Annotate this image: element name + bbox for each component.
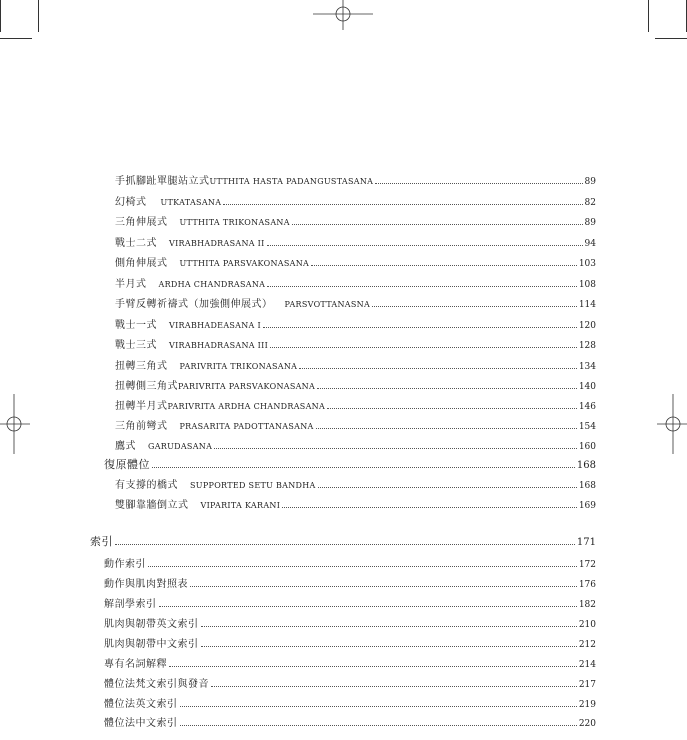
toc-entry[interactable] bbox=[115, 397, 596, 412]
toc-entry[interactable] bbox=[115, 234, 596, 249]
leader-dots bbox=[152, 467, 575, 468]
crop-mark-top-right-h bbox=[655, 38, 687, 39]
entry-page: 154 bbox=[578, 422, 596, 432]
entry-title-cn: 專有名詞解釋 bbox=[104, 659, 167, 670]
leader-dots bbox=[317, 388, 577, 389]
toc-entry[interactable] bbox=[104, 714, 596, 729]
entry-page: 160 bbox=[578, 442, 596, 452]
entry-title-cn: 體位法英文索引 bbox=[104, 699, 178, 710]
entry-title-cn: 三角伸展式 bbox=[115, 217, 168, 228]
toc-entry[interactable] bbox=[115, 193, 596, 208]
toc-entry[interactable] bbox=[104, 575, 596, 590]
entry-title-cn: 戰士二式 bbox=[115, 238, 157, 249]
leader-dots bbox=[316, 428, 577, 429]
entry-title-en: PARIVRITA ARDHA CHANDRASANA bbox=[167, 402, 326, 411]
crop-mark-top-left-h bbox=[0, 38, 32, 39]
toc-entry[interactable] bbox=[115, 254, 596, 269]
chapter-title: 索引 bbox=[90, 535, 113, 548]
toc-entry[interactable] bbox=[115, 295, 596, 310]
leader-dots bbox=[159, 606, 577, 607]
entry-title-cn: 肌肉與韌帶中文索引 bbox=[104, 639, 199, 650]
leader-dots bbox=[115, 544, 575, 545]
leader-dots bbox=[267, 286, 577, 287]
entry-title-cn: 手臂反轉祈禱式（加強側伸展式） bbox=[115, 299, 273, 310]
entry-page: 108 bbox=[578, 280, 596, 290]
entry-title-en: SUPPORTED SETU BANDHA bbox=[190, 481, 316, 490]
toc-entry[interactable] bbox=[115, 213, 596, 228]
entry-title-cn: 動作索引 bbox=[104, 559, 146, 570]
entry-page: 220 bbox=[578, 719, 596, 729]
entry-title-cn: 戰士三式 bbox=[115, 340, 157, 351]
entry-page: 114 bbox=[578, 300, 596, 310]
leader-dots bbox=[263, 327, 577, 328]
entry-title-en: GARUDASANA bbox=[148, 442, 213, 451]
entry-page: 182 bbox=[578, 600, 596, 610]
entry-page: 134 bbox=[578, 362, 596, 372]
section-title: 復原體位 bbox=[104, 458, 150, 471]
registration-mark-top bbox=[313, 0, 373, 30]
crop-mark-top-left-v bbox=[38, 0, 39, 32]
entry-page: 128 bbox=[578, 341, 596, 351]
toc-entry[interactable] bbox=[104, 655, 596, 670]
toc-entry[interactable] bbox=[115, 357, 596, 372]
registration-mark-left bbox=[0, 394, 30, 454]
entry-title-cn: 半月式 bbox=[115, 279, 147, 290]
toc-entry[interactable] bbox=[115, 417, 596, 432]
entry-title-cn: 扭轉三角式 bbox=[115, 361, 168, 372]
toc-entry[interactable] bbox=[104, 595, 596, 610]
entry-page: 176 bbox=[578, 580, 596, 590]
toc-entry[interactable] bbox=[104, 615, 596, 630]
leader-dots bbox=[180, 725, 577, 726]
entry-title-cn: 鷹式 bbox=[115, 441, 136, 452]
toc-entry[interactable] bbox=[115, 496, 596, 511]
leader-dots bbox=[292, 224, 583, 225]
toc-entry[interactable] bbox=[104, 635, 596, 650]
leader-dots bbox=[201, 626, 577, 627]
leader-dots bbox=[270, 347, 577, 348]
entry-title-en: VIRABHADEASANA I bbox=[169, 321, 261, 330]
leader-dots bbox=[211, 686, 577, 687]
leader-dots bbox=[372, 306, 577, 307]
toc-section[interactable] bbox=[104, 456, 596, 472]
registration-mark-right bbox=[657, 394, 687, 454]
leader-dots bbox=[169, 666, 577, 667]
leader-dots bbox=[201, 646, 577, 647]
entry-page: 219 bbox=[578, 700, 596, 710]
entry-page: 214 bbox=[578, 660, 596, 670]
leader-dots bbox=[299, 368, 577, 369]
entry-title-en: PARSVOTTANASNA bbox=[284, 300, 371, 309]
entry-title-en: UTKATASANA bbox=[160, 198, 222, 207]
entry-title-cn: 雙腳靠牆倒立式 bbox=[115, 500, 189, 511]
entry-title-cn: 三角前彎式 bbox=[115, 421, 168, 432]
entry-page: 89 bbox=[584, 218, 596, 228]
entry-page: 82 bbox=[584, 198, 596, 208]
entry-page: 212 bbox=[578, 640, 596, 650]
leader-dots bbox=[327, 408, 577, 409]
entry-page: 89 bbox=[584, 177, 596, 187]
toc-chapter-index[interactable] bbox=[90, 533, 596, 549]
toc-entry[interactable] bbox=[115, 336, 596, 351]
entry-title-en: PRASARITA PADOTTANASANA bbox=[179, 422, 314, 431]
entry-title-cn: 肌肉與韌帶英文索引 bbox=[104, 619, 199, 630]
crop-mark-top-right-v bbox=[648, 0, 649, 32]
leader-dots bbox=[223, 204, 582, 205]
entry-page: 168 bbox=[578, 481, 596, 491]
entry-title-cn: 手抓腳趾單腿站立式 bbox=[115, 176, 210, 187]
entry-page: 172 bbox=[578, 560, 596, 570]
entry-title-cn: 有支撐的橋式 bbox=[115, 480, 178, 491]
leader-dots bbox=[282, 507, 577, 508]
entry-title-en: ARDHA CHANDRASANA bbox=[158, 280, 266, 289]
entry-page: 103 bbox=[578, 259, 596, 269]
leader-dots bbox=[180, 706, 577, 707]
chapter-page: 171 bbox=[576, 537, 596, 548]
toc-entry[interactable] bbox=[115, 437, 596, 452]
entry-title-en: VIRABHADRASANA III bbox=[169, 341, 269, 350]
entry-title-cn: 側角伸展式 bbox=[115, 258, 168, 269]
entry-title-en: VIPARITA KARANI bbox=[200, 501, 281, 510]
entry-page: 146 bbox=[578, 402, 596, 412]
section-page: 168 bbox=[576, 460, 596, 471]
entry-title-cn: 解剖學索引 bbox=[104, 599, 157, 610]
toc-entry[interactable] bbox=[115, 172, 596, 187]
crop-mark-top-left-v2 bbox=[0, 0, 1, 32]
toc-entry[interactable] bbox=[115, 377, 596, 392]
entry-page: 210 bbox=[578, 620, 596, 630]
entry-page: 169 bbox=[578, 501, 596, 511]
toc-entry[interactable] bbox=[104, 695, 596, 710]
leader-dots bbox=[148, 566, 577, 567]
entry-page: 120 bbox=[578, 321, 596, 331]
toc-entry[interactable] bbox=[115, 316, 596, 331]
entry-title-cn: 體位法梵文索引與發音 bbox=[104, 679, 209, 690]
leader-dots bbox=[267, 245, 583, 246]
entry-title-cn: 體位法中文索引 bbox=[104, 718, 178, 729]
entry-title-en: PARIVRITA TRIKONASANA bbox=[179, 362, 298, 371]
entry-title-en: PARIVRITA PARSVAKONASANA bbox=[178, 382, 316, 391]
leader-dots bbox=[214, 448, 577, 449]
leader-dots bbox=[311, 265, 577, 266]
leader-dots bbox=[318, 487, 577, 488]
entry-page: 217 bbox=[578, 680, 596, 690]
entry-title-en: UTTHITA TRIKONASANA bbox=[179, 218, 290, 227]
leader-dots bbox=[375, 183, 582, 184]
entry-title-cn: 扭轉側三角式 bbox=[115, 381, 178, 392]
entry-title-en: UTTHITA HASTA PADANGUSTASANA bbox=[209, 177, 374, 186]
entry-title-cn: 戰士一式 bbox=[115, 320, 157, 331]
toc-entry[interactable] bbox=[115, 476, 596, 491]
entry-title-cn: 扭轉半月式 bbox=[115, 401, 168, 412]
toc-entry[interactable] bbox=[104, 555, 596, 570]
toc-entry[interactable] bbox=[115, 275, 596, 290]
entry-title-en: UTTHITA PARSVAKONASANA bbox=[179, 259, 310, 268]
toc-entry[interactable] bbox=[104, 675, 596, 690]
leader-dots bbox=[190, 586, 577, 587]
entry-title-en: VIRABHADRASANA II bbox=[169, 239, 265, 248]
entry-title-cn: 幻椅式 bbox=[115, 197, 147, 208]
entry-title-cn: 動作與肌肉對照表 bbox=[104, 579, 188, 590]
entry-page: 140 bbox=[578, 382, 596, 392]
entry-page: 94 bbox=[584, 239, 596, 249]
